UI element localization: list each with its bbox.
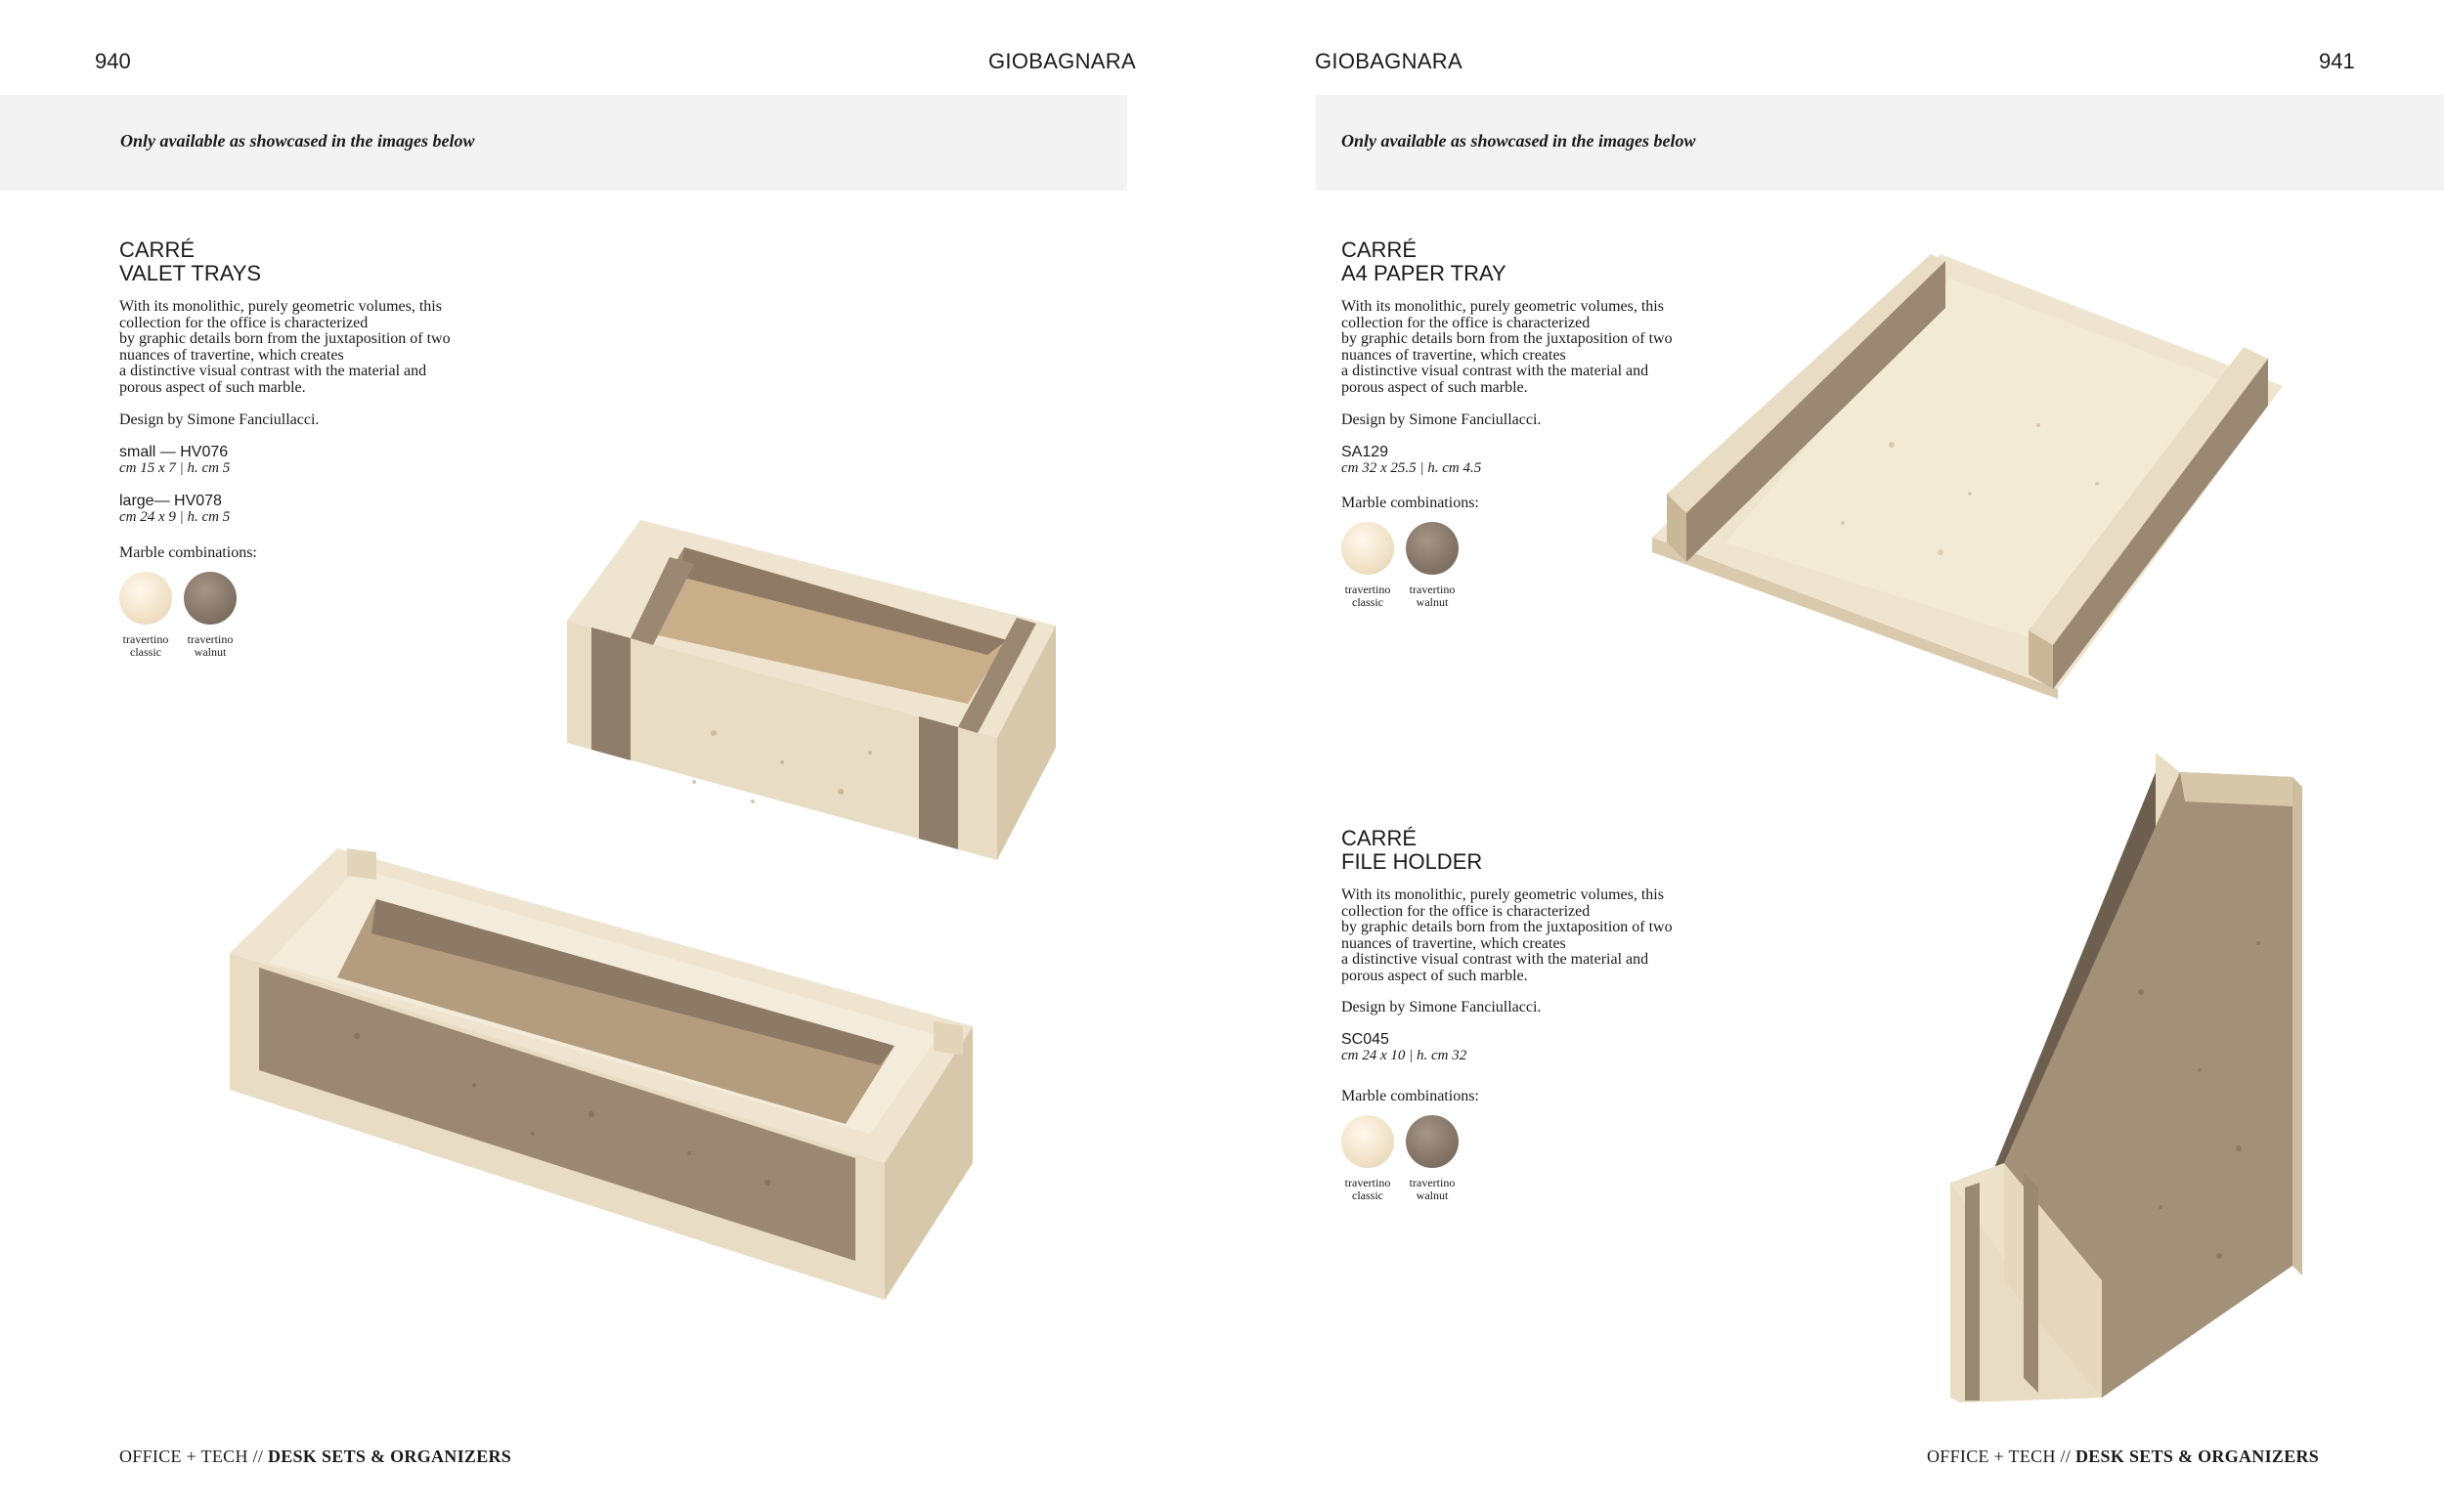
swatch-travertino-classic	[119, 572, 172, 625]
swatch-caption: travertino classic	[1344, 583, 1391, 609]
page-number-right: 941	[2319, 49, 2355, 73]
product-title-a4-paper-tray: CARRÉ A4 PAPER TRAY	[1341, 238, 1506, 285]
footer-left: OFFICE + TECH // DESK SETS & ORGANIZERS	[119, 1447, 512, 1466]
variant-large: large— HV078 cm 24 x 9 | h. cm 5	[119, 493, 231, 525]
swatch-travertino-walnut	[1406, 1115, 1459, 1168]
file-holder-image	[1945, 748, 2307, 1407]
a4-paper-tray-image	[1647, 249, 2288, 699]
swatch-travertino-walnut	[1406, 522, 1459, 575]
marble-combinations-label: Marble combinations:	[1341, 495, 1479, 511]
marble-combinations-label: Marble combinations:	[119, 544, 257, 561]
product-description: With its monolithic, purely geometric volumes, this collection for the office is characterized by graphic details born from the juxtaposition of two nuances of travertine, which creates a distinctive visual contrast with the material and porous aspect of such marble.	[119, 298, 451, 396]
variant-small: small — HV076 cm 15 x 7 | h. cm 5	[119, 444, 231, 476]
swatch-caption: travertino walnut	[1409, 1176, 1456, 1202]
swatch-caption: travertino walnut	[187, 632, 234, 659]
marble-combinations-label: Marble combinations:	[1341, 1088, 1479, 1104]
designer-credit: Design by Simone Fanciullacci.	[1341, 999, 1542, 1015]
product-description: With its monolithic, purely geometric volumes, this collection for the office is characterized by graphic details born from the juxtaposition of two nuances of travertine, which creates a distinctive visual contrast with the material and porous aspect of such marble.	[1341, 886, 1673, 984]
brand-left: GIOBAGNARA	[988, 49, 1136, 73]
swatch-caption: travertino classic	[122, 632, 169, 659]
designer-credit: Design by Simone Fanciullacci.	[1341, 411, 1542, 428]
availability-note: Only available as showcased in the images below	[120, 131, 475, 151]
product-code: SC045 cm 24 x 10 | h. cm 32	[1341, 1031, 1467, 1063]
availability-banner-left	[0, 95, 1127, 191]
product-description: With its monolithic, purely geometric volumes, this collection for the office is characterized by graphic details born from the juxtaposition of two nuances of travertine, which creates a distinctive visual contrast with the material and porous aspect of such marble.	[1341, 298, 1673, 396]
designer-credit: Design by Simone Fanciullacci.	[119, 411, 320, 428]
swatch-caption: travertino walnut	[1409, 583, 1456, 609]
product-title-valet-trays: CARRÉ VALET TRAYS	[119, 238, 262, 285]
product-title-file-holder: CARRÉ FILE HOLDER	[1341, 826, 1483, 874]
valet-tray-small-image	[557, 508, 1066, 870]
brand-right: GIOBAGNARA	[1315, 49, 1462, 73]
availability-banner-right	[1316, 95, 2444, 191]
availability-note: Only available as showcased in the images below	[1341, 131, 1696, 151]
page-number-left: 940	[95, 49, 131, 73]
swatch-travertino-walnut	[184, 572, 237, 625]
swatch-caption: travertino classic	[1344, 1176, 1391, 1202]
swatch-travertino-classic	[1341, 522, 1394, 575]
swatch-travertino-classic	[1341, 1115, 1394, 1168]
valet-tray-large-image	[220, 841, 982, 1310]
product-code: SA129 cm 32 x 25.5 | h. cm 4.5	[1341, 444, 1482, 476]
footer-right: OFFICE + TECH // DESK SETS & ORGANIZERS	[1927, 1447, 2320, 1466]
